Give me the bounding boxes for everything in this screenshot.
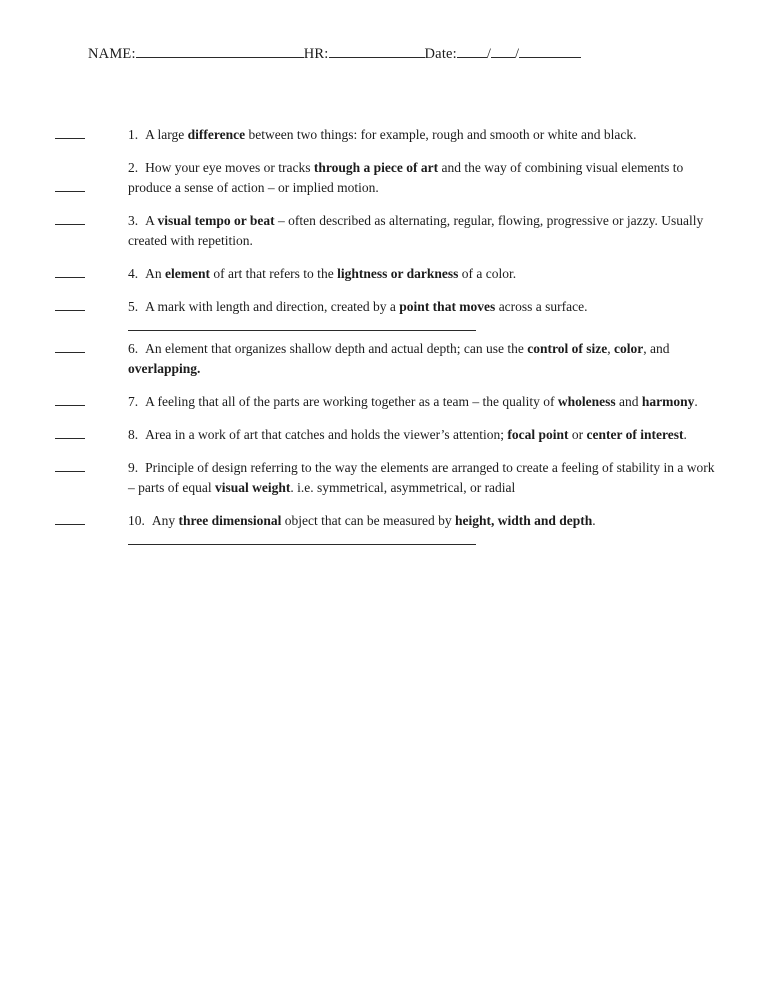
hr-blank	[329, 44, 425, 58]
item-text-cell	[128, 125, 715, 158]
item-number: 5.	[128, 299, 139, 314]
text-segment-bold: color	[614, 341, 644, 356]
text-segment-bold: visual weight	[214, 480, 291, 495]
text-segment-bold: focal point	[507, 427, 569, 442]
item-number: 8.	[128, 427, 139, 442]
item-text	[128, 211, 715, 251]
text-segment-bold: wholeness	[557, 394, 616, 409]
text-segment: A mark with length and direction, created by a	[145, 299, 400, 314]
worksheet-item	[55, 339, 715, 392]
answer-blank-cell	[55, 511, 128, 525]
answer-blank-cell	[55, 458, 128, 472]
text-segment: of a color.	[458, 266, 517, 281]
worksheet-item	[55, 264, 715, 297]
text-segment-bold: overlapping.	[128, 361, 201, 376]
items-list	[55, 125, 715, 553]
date-slash-2: /	[514, 46, 519, 62]
item-number: 9.	[128, 460, 139, 475]
worksheet-item	[55, 511, 715, 553]
name-blank	[136, 44, 304, 58]
text-segment: . i.e. symmetrical, asymmetrical, or radial	[290, 480, 516, 495]
date-blank-month	[457, 44, 487, 58]
text-segment: – often described as alternating, regular, flowing, progressive or jazzy. Usually created with repetition.	[128, 213, 704, 248]
text-segment-bold: point that moves	[399, 299, 496, 314]
worksheet-item	[55, 211, 715, 264]
item-text-cell	[128, 511, 715, 553]
answer-blank	[55, 405, 85, 406]
answer-blank-cell	[55, 264, 128, 278]
answer-blank	[55, 138, 85, 139]
text-segment-bold: control of size	[527, 341, 608, 356]
item-text	[128, 297, 715, 317]
item-text	[128, 339, 715, 379]
answer-blank	[55, 224, 85, 225]
date-blank-year	[519, 44, 581, 58]
item-number: 3.	[128, 213, 139, 228]
worksheet-item	[55, 392, 715, 425]
item-text	[128, 425, 715, 445]
answer-blank	[55, 310, 85, 311]
text-segment-bold: visual tempo or beat	[157, 213, 275, 228]
item-text-cell	[128, 458, 715, 511]
worksheet-item	[55, 458, 715, 511]
text-segment: or	[568, 427, 587, 442]
item-number: 10.	[128, 513, 145, 528]
item-number: 1.	[128, 127, 139, 142]
item-text	[128, 511, 715, 531]
date-label: Date:	[424, 46, 457, 62]
text-segment: .	[683, 427, 687, 442]
text-segment-bold: lightness or darkness	[337, 266, 459, 281]
item-text-cell	[128, 392, 715, 425]
text-segment: ,	[607, 341, 614, 356]
item-text-cell	[128, 264, 715, 297]
text-segment: An	[145, 266, 165, 281]
worksheet-item	[55, 158, 715, 211]
item-text-cell	[128, 211, 715, 264]
hr-label: HR:	[303, 46, 329, 62]
item-text-cell	[128, 339, 715, 392]
answer-line	[128, 330, 476, 331]
text-segment: Principle of design referring to the way the elements are arranged to create a feeling of stability in a work – parts of equal	[128, 460, 715, 495]
text-segment: An element that organizes shallow depth and actual depth; can use the	[145, 341, 528, 356]
text-segment: How your eye moves or tracks	[145, 160, 314, 175]
answer-blank-cell	[55, 158, 128, 192]
text-segment-bold: three dimensional	[178, 513, 282, 528]
text-segment: across a surface.	[495, 299, 588, 314]
item-number: 4.	[128, 266, 139, 281]
worksheet-item	[55, 425, 715, 458]
item-text	[128, 125, 715, 145]
text-segment: Any	[151, 513, 179, 528]
item-number: 2.	[128, 160, 139, 175]
text-segment-bold: height, width and depth	[454, 513, 593, 528]
answer-blank	[55, 352, 85, 353]
date-blank-day	[491, 44, 515, 58]
answer-blank	[55, 438, 85, 439]
name-label: NAME:	[88, 46, 136, 62]
answer-line	[128, 544, 476, 545]
text-segment: A large	[145, 127, 188, 142]
text-segment-bold: through a piece of art	[313, 160, 439, 175]
text-segment: A feeling that all of the parts are working together as a team – the quality of	[145, 394, 558, 409]
answer-blank	[55, 471, 85, 472]
text-segment: Area in a work of art that catches and holds the viewer’s attention;	[145, 427, 508, 442]
text-segment-bold: harmony	[641, 394, 695, 409]
worksheet-header	[88, 44, 715, 63]
item-number: 7.	[128, 394, 139, 409]
text-segment: between two things: for example, rough and smooth or white and black.	[245, 127, 637, 142]
answer-blank	[55, 277, 85, 278]
answer-blank-cell	[55, 339, 128, 353]
text-segment: and the way of combining visual elements to produce a sense of action – or implied motion.	[128, 160, 684, 195]
answer-blank-cell	[55, 297, 128, 311]
answer-blank-cell	[55, 211, 128, 225]
answer-blank	[55, 191, 85, 192]
text-segment: .	[592, 513, 596, 528]
item-text	[128, 264, 715, 284]
text-segment-bold: element	[165, 266, 210, 281]
worksheet-item	[55, 297, 715, 339]
item-text	[128, 158, 715, 198]
answer-blank-cell	[55, 392, 128, 406]
item-number: 6.	[128, 341, 139, 356]
text-segment: object that can be measured by	[281, 513, 455, 528]
answer-blank-cell	[55, 125, 128, 139]
text-segment: , and	[643, 341, 670, 356]
text-segment: A	[145, 213, 158, 228]
answer-blank-cell	[55, 425, 128, 439]
item-text-cell	[128, 425, 715, 458]
text-segment-bold: difference	[187, 127, 246, 142]
item-text-cell	[128, 158, 715, 211]
text-segment: of art that refers to the	[209, 266, 338, 281]
text-segment: .	[694, 394, 698, 409]
item-text	[128, 458, 715, 498]
text-segment-bold: center of interest	[586, 427, 684, 442]
date-slash-1: /	[486, 46, 491, 62]
item-text	[128, 392, 715, 412]
text-segment: and	[615, 394, 642, 409]
item-text-cell	[128, 297, 715, 339]
answer-blank	[55, 524, 85, 525]
worksheet-item	[55, 125, 715, 158]
